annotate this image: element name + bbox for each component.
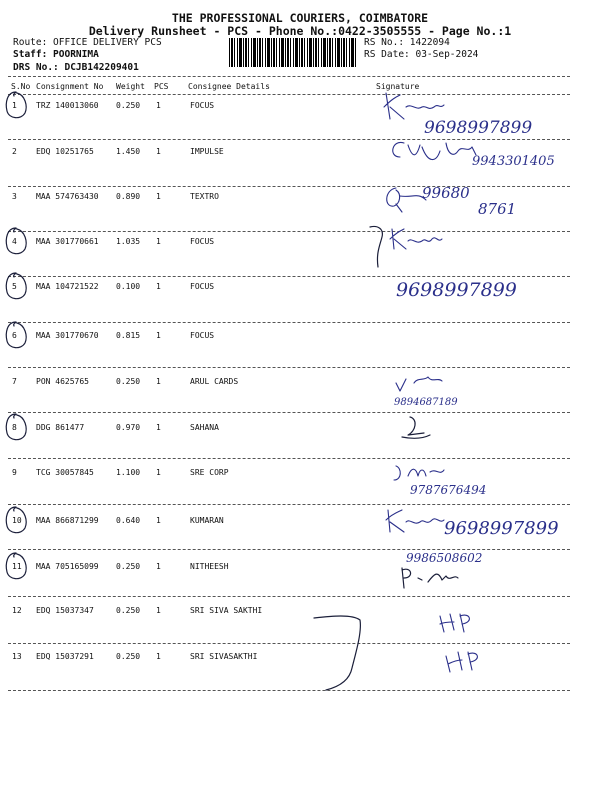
row-weight: 0.890 xyxy=(116,192,141,201)
row-consignment: MAA 574763430 xyxy=(36,192,99,201)
row-sno: 1 xyxy=(12,101,17,110)
row-pcs: 1 xyxy=(156,331,161,340)
signature-image xyxy=(378,268,578,308)
svg-text:99680: 99680 xyxy=(422,184,470,202)
row-consignee: NITHEESH xyxy=(190,562,229,571)
signature-image xyxy=(378,638,578,678)
row-sno: 6 xyxy=(12,331,17,340)
row-consignment: MAA 866871299 xyxy=(36,516,99,525)
drs-number: DRS No.: DCJB142209401 xyxy=(13,62,139,73)
company-title: THE PROFESSIONAL COURIERS, COIMBATORE xyxy=(171,11,429,25)
staff-label: Staff: POORNIMA xyxy=(13,49,99,60)
signature-image xyxy=(378,409,578,449)
rs-date: RS Date: 03-Sep-2024 xyxy=(364,49,479,60)
signature-image xyxy=(378,454,578,497)
row-sno: 3 xyxy=(12,192,17,201)
row-consignee: FOCUS xyxy=(190,237,215,246)
divider xyxy=(8,76,570,77)
table-row xyxy=(0,279,600,327)
row-consignment: TRZ 140013060 xyxy=(36,101,99,110)
row-sno: 11 xyxy=(12,562,22,571)
col-header-signature: Signature xyxy=(376,82,420,91)
row-weight: 0.250 xyxy=(116,377,141,386)
row-consignment: MAA 104721522 xyxy=(36,282,99,291)
row-sno: 10 xyxy=(12,516,22,525)
row-pcs: 1 xyxy=(156,652,161,661)
col-header-sno: S.No xyxy=(11,82,31,91)
runsheet-subtitle: Delivery Runsheet - PCS - Phone No.:0422-3505555 - Page No.:1 xyxy=(88,24,512,38)
svg-text:9787676494: 9787676494 xyxy=(410,483,487,497)
row-consignee: SRI SIVA SAKTHI xyxy=(190,606,263,615)
row-pcs: 1 xyxy=(156,468,161,477)
row-pcs: 1 xyxy=(156,101,161,110)
row-consignee: IMPULSE xyxy=(190,147,224,156)
signature-image xyxy=(378,548,578,588)
row-weight: 0.640 xyxy=(116,516,141,525)
row-pcs: 1 xyxy=(156,377,161,386)
row-consignee: KUMARAN xyxy=(190,516,224,525)
row-consignment: TCG 30057845 xyxy=(36,468,94,477)
row-weight: 0.250 xyxy=(116,652,141,661)
row-consignee: ARUL CARDS xyxy=(190,377,239,386)
svg-text:9943301405: 9943301405 xyxy=(472,154,555,169)
row-sno: 13 xyxy=(12,652,22,661)
divider xyxy=(8,690,570,691)
rs-number: RS No.: 1422094 xyxy=(364,37,450,48)
row-sno: 5 xyxy=(12,282,17,291)
row-weight: 1.100 xyxy=(116,468,141,477)
col-header-weight: Weight xyxy=(116,82,145,91)
signature-image xyxy=(378,133,578,173)
row-consignee: TEXTRO xyxy=(190,192,219,201)
row-sno: 9 xyxy=(12,468,17,477)
row-sno: 7 xyxy=(12,377,17,386)
row-weight: 0.250 xyxy=(116,562,141,571)
row-weight: 0.250 xyxy=(116,101,141,110)
row-consignment: PON 4625765 xyxy=(36,377,89,386)
row-pcs: 1 xyxy=(156,562,161,571)
svg-text:9698997899: 9698997899 xyxy=(396,279,517,301)
row-consignee: FOCUS xyxy=(190,101,215,110)
row-pcs: 1 xyxy=(156,147,161,156)
row-pcs: 1 xyxy=(156,282,161,291)
row-sno: 8 xyxy=(12,423,17,432)
barcode xyxy=(229,38,356,67)
row-consignment: DDG 861477 xyxy=(36,423,85,432)
row-consignment: EDQ 10251765 xyxy=(36,147,94,156)
row-consignment: MAA 301770661 xyxy=(36,237,99,246)
col-header-consignment: Consignment No xyxy=(36,82,104,91)
row-weight: 0.250 xyxy=(116,606,141,615)
col-header-pcs: PCS xyxy=(154,82,169,91)
row-pcs: 1 xyxy=(156,423,161,432)
signature-image xyxy=(378,178,578,218)
signature-image xyxy=(378,87,578,138)
signature-image xyxy=(378,502,578,542)
signature-image xyxy=(378,223,578,263)
row-consignment: MAA 705165099 xyxy=(36,562,99,571)
row-consignment: MAA 301770670 xyxy=(36,331,99,340)
row-pcs: 1 xyxy=(156,516,161,525)
row-weight: 1.450 xyxy=(116,147,141,156)
row-consignee: FOCUS xyxy=(190,282,215,291)
row-consignment: EDQ 15037291 xyxy=(36,652,94,661)
row-consignee: FOCUS xyxy=(190,331,215,340)
svg-text:9698997899: 9698997899 xyxy=(424,118,533,138)
row-weight: 0.815 xyxy=(116,331,141,340)
divider xyxy=(8,322,570,323)
svg-text:9986508602: 9986508602 xyxy=(406,551,483,565)
signature-image xyxy=(378,592,578,632)
row-consignee: SAHANA xyxy=(190,423,219,432)
svg-text:9698997899: 9698997899 xyxy=(444,518,559,539)
row-sno: 12 xyxy=(12,606,22,615)
col-header-consignee: Consignee Details xyxy=(188,82,270,91)
row-sno: 2 xyxy=(12,147,17,156)
row-pcs: 1 xyxy=(156,606,161,615)
row-weight: 0.100 xyxy=(116,282,141,291)
row-consignment: EDQ 15037347 xyxy=(36,606,94,615)
svg-text:8761: 8761 xyxy=(478,200,517,218)
row-weight: 0.970 xyxy=(116,423,141,432)
row-consignee: SRE CORP xyxy=(190,468,229,477)
signature-image xyxy=(378,363,578,408)
svg-text:9894687189: 9894687189 xyxy=(394,397,458,408)
bracket-scribble xyxy=(312,612,372,692)
row-weight: 1.035 xyxy=(116,237,141,246)
row-pcs: 1 xyxy=(156,192,161,201)
route-label: Route: OFFICE DELIVERY PCS xyxy=(13,37,162,48)
row-pcs: 1 xyxy=(156,237,161,246)
row-consignee: SRI SIVASAKTHI xyxy=(190,652,258,661)
row-sno: 4 xyxy=(12,237,17,246)
